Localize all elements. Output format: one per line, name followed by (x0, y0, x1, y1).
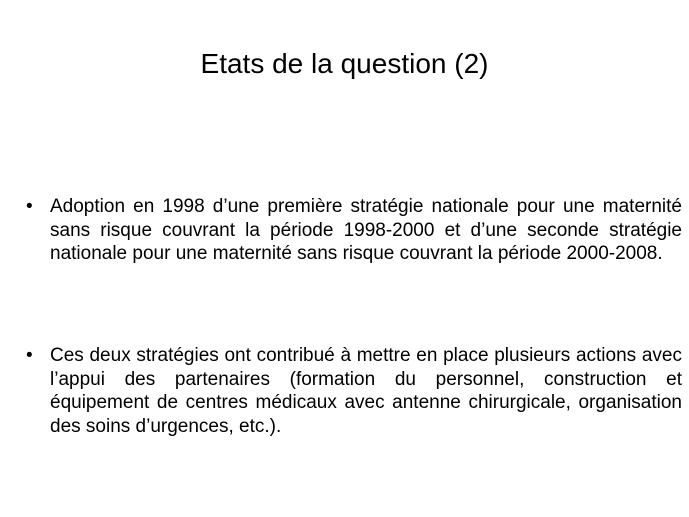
bullet-item-strategies (26, 344, 682, 438)
bullet-text: Ces deux stratégies ont contribué à mettre en place plusieurs actions avec l’appui des partenaires (formation du personnel, construction et équipement de centres médicaux avec antenne chirurgicale, organisation des soins d’urgences, etc.). (50, 345, 682, 437)
bullet-icon: • (26, 196, 33, 217)
slide-title: Etats de la question (2) (200, 48, 489, 79)
bullet-text: Adoption en 1998 d’une première stratégie nationale pour une maternité sans risque couvrant la période 1998-2000 et d’une seconde stratégie nationale pour une maternité sans risque couvrant la période 2000-2008. (50, 196, 682, 264)
bullet-icon: • (26, 345, 33, 366)
bullet-item-adoption (26, 195, 682, 266)
